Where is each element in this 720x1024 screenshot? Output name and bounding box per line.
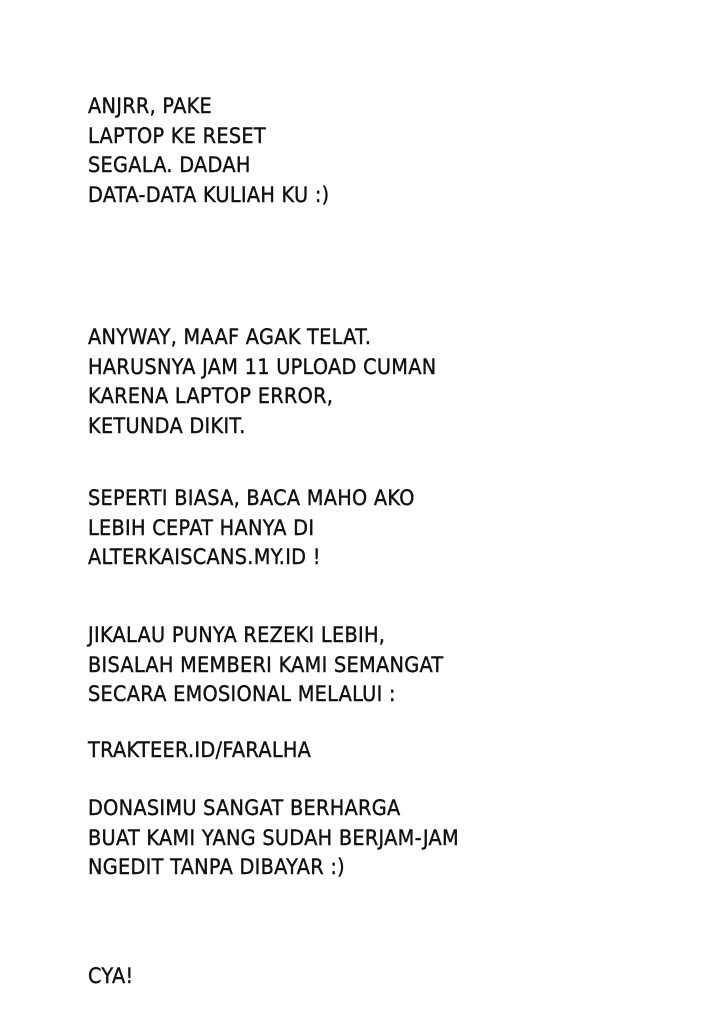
text-block-read-faster [88,484,443,573]
text-line: JIKALAU PUNYA REZEKI LEBIH, [88,623,386,647]
text-line: LAPTOP KE RESET [88,123,266,148]
text-block-laptop-reset [88,92,350,210]
text-block-thanks [88,794,491,883]
text-block-donation-request [88,621,474,710]
text-line: ANYWAY, MAAF AGAK TELAT. [88,325,372,349]
text-line: KETUNDA DIKIT. [88,413,246,438]
text-line: LEBIH CEPAT HANYA DI [88,515,315,540]
donation-url-text: TRAKTEER.ID/FARALHA [88,738,312,762]
text-line: ANJRR, PAKE [88,94,213,118]
text-line: KARENA LAPTOP ERROR, [88,384,334,408]
text-block-apology [88,323,467,441]
text-line: DATA-DATA KULIAH KU :) [88,182,330,207]
text-line: BISALAH MEMBERI KAMI SEMANGAT [88,652,444,677]
text-line: SECARA EMOSIONAL MELALUI : [88,682,396,706]
text-line: SEGALA. DADAH [88,153,251,177]
site-url-text: ALTERKAISCANS.MY.ID ! [88,545,321,569]
text-line: SEPERTI BIASA, BACA MAHO AKO [88,486,415,510]
text-line: NGEDIT TANPA DIBAYAR :) [88,855,345,879]
text-line: CYA! [88,964,134,988]
text-line: DONASIMU SANGAT BERHARGA [88,796,401,820]
text-line: BUAT KAMI YANG SUDAH BERJAM-JAM [88,825,460,850]
text-block-donation-link [88,736,331,766]
text-block-farewell [88,962,137,992]
text-line: HARUSNYA JAM 11 UPLOAD CUMAN [88,354,437,379]
